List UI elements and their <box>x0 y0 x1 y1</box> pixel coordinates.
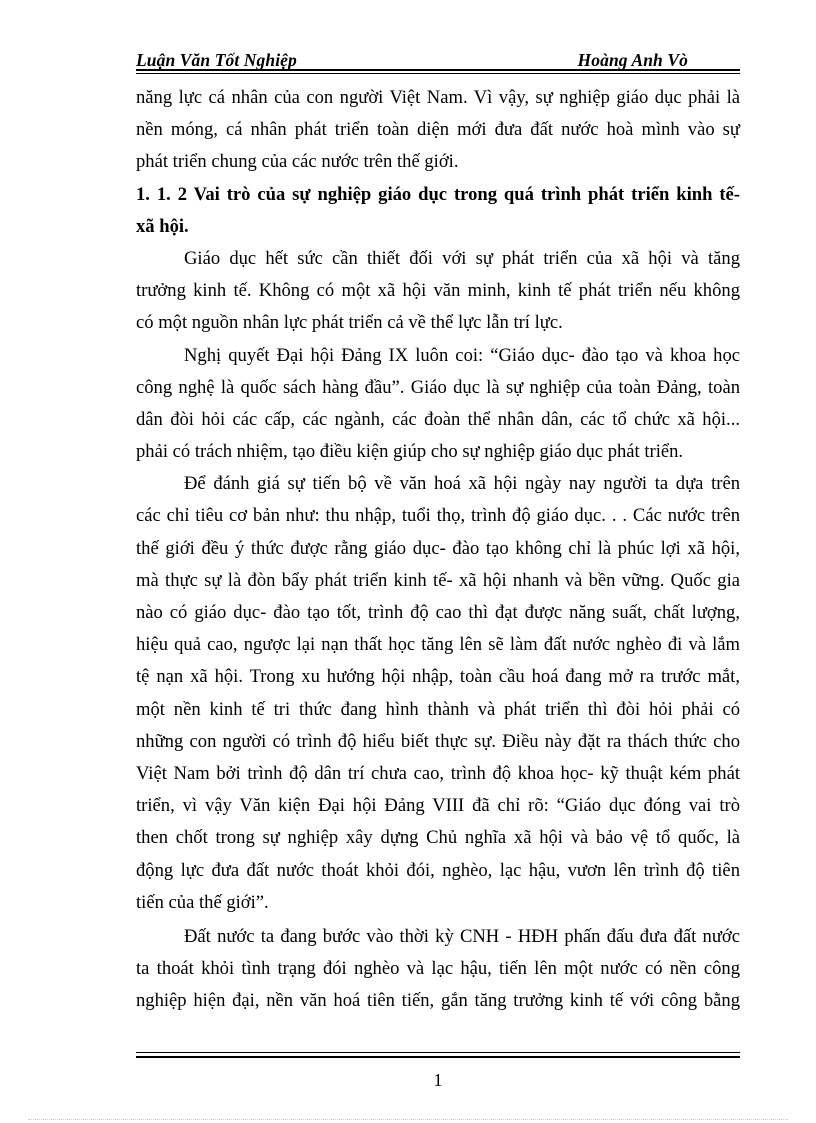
page-bottom-dotted-border <box>28 1119 788 1120</box>
text-line: phát triển chung của các nước trên thế giới. <box>136 151 459 173</box>
text-line: năng lực cá nhân của con người Việt Nam. Vì vậy, sự nghiệp giáo dục phải là <box>136 87 740 108</box>
header-thesis-title: Luận Văn Tốt Nghiệp <box>136 50 297 70</box>
text-line: nghiệp hiện đại, nền văn hoá tiên tiến, gắn tăng trưởng kinh tế với công bằng <box>136 990 740 1012</box>
text-line: Việt Nam bởi trình độ dân trí chưa cao, trình độ khoa học- kỹ thuật kém phát <box>136 762 740 784</box>
text-line: một nền kinh tế tri thức đang hình thành và phát triển thì đòi hỏi phải có <box>136 698 740 720</box>
text-line: có một nguồn nhân lực phát triển cả về thể lực lẫn trí lực. <box>136 312 563 334</box>
section-heading: 1. 1. 2 Vai trò của sự nghiệp giáo dục trong quá trình phát triển kinh tế- <box>136 183 740 205</box>
header-author: Hoàng Anh Vò <box>577 50 688 70</box>
page-header <box>136 46 740 74</box>
section-heading: xã hội. <box>136 215 189 237</box>
text-line: nào có giáo dục- đào tạo tốt, trình độ cao thì đạt được năng suất, chất lượng, <box>136 602 740 623</box>
footer-rule-thin <box>136 1052 740 1053</box>
page-number: 1 <box>433 1070 443 1090</box>
text-line: mà thực sự là đòn bẩy phát triển kinh tế- xã hội nhanh và bền vững. Quốc gia <box>136 569 740 591</box>
text-line: các chỉ tiêu cơ bản như: thu nhập, tuổi thọ, trình độ giáo dục. . . Các nước trên <box>136 505 740 527</box>
text-line: trưởng kinh tế. Không có một xã hội văn minh, kinh tế phát triển nếu không <box>136 280 740 302</box>
text-line: Đất nước ta đang bước vào thời kỳ CNH - HĐH phấn đấu đưa đất nước <box>184 925 740 947</box>
text-line: những con người có trình độ hiểu biết thực sự. Điều này đặt ra thách thức cho <box>136 730 740 752</box>
text-line: tệ nạn xã hội. Trong xu hướng hội nhập, toàn cầu hoá đang mở ra trước mắt, <box>136 666 740 688</box>
text-line: ta thoát khỏi tình trạng đói nghèo và lạc hậu, tiến lên một nước có nền công <box>136 958 740 980</box>
text-line: công nghệ là quốc sách hàng đầu”. Giáo dục là sự nghiệp của toàn Đảng, toàn <box>136 376 740 398</box>
header-rule-thin <box>136 73 740 74</box>
text-line: phải có trách nhiệm, tạo điều kiện giúp cho sự nghiệp giáo dục phát triển. <box>136 441 684 463</box>
text-line: nền móng, cá nhân phát triển toàn diện mới đưa đất nước hoà mình vào sự <box>136 119 740 141</box>
text-line: triển, vì vậy Văn kiện Đại hội Đảng VIII đã chỉ rõ: “Giáo dục đóng vai trò <box>136 795 740 817</box>
text-line: hiệu quả cao, ngược lại nạn thất học tăng lên sẽ làm đất nước nghèo đi và lắm <box>136 634 740 656</box>
text-line: dân đòi hỏi các cấp, các ngành, các đoàn thể nhân dân, các tổ chức xã hội... <box>136 408 740 430</box>
text-line: then chốt trong sự nghiệp xây dựng Chủ nghĩa xã hội và bảo vệ tổ quốc, là <box>136 827 740 849</box>
text-line: Nghị quyết Đại hội Đảng IX luôn coi: “Giáo dục- đào tạo và khoa học <box>184 344 740 366</box>
text-line: thế giới đều ý thức được rằng giáo dục- đào tạo không chỉ là phúc lợi xã hội, <box>136 537 740 559</box>
header-rule-thick <box>136 69 740 71</box>
text-line: tiến của thế giới”. <box>136 891 269 913</box>
text-line: Để đánh giá sự tiến bộ về văn hoá xã hội ngày nay người ta dựa trên <box>184 473 740 495</box>
page-footer <box>136 1052 740 1092</box>
text-line: Giáo dục hết sức cần thiết đối với sự phát triển của xã hội và tăng <box>184 247 740 269</box>
body-text <box>136 82 740 1017</box>
text-line: động lực đưa đất nước thoát khỏi đói, nghèo, lạc hậu, vươn lên trình độ tiên <box>136 859 740 881</box>
footer-rule-thick <box>136 1056 740 1058</box>
